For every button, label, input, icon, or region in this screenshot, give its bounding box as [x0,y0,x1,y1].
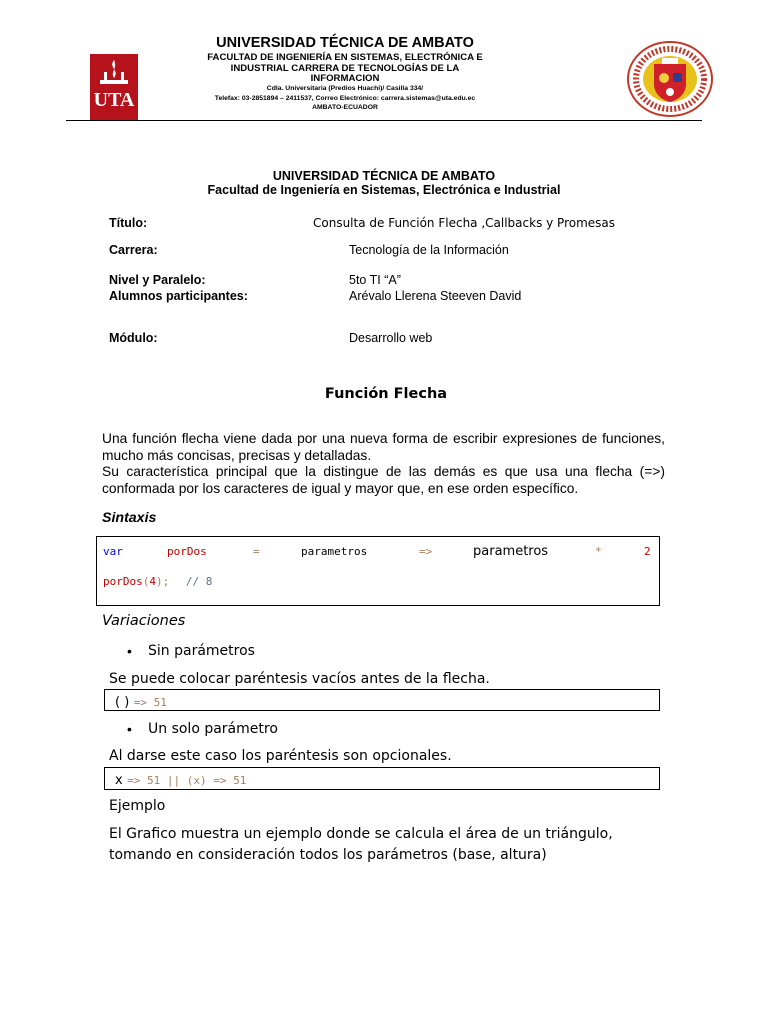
nivel-value: 5to TI “A” [349,273,401,287]
bullet-item-1: Sin parámetros [148,643,255,659]
code-parens: ( ) [115,695,130,710]
code-block-empty-params [104,689,660,711]
sintaxis-heading: Sintaxis [102,510,157,526]
header-faculty-line1: FACULTAD DE INGENIERÍA EN SISTEMAS, ELECTRÓNICA E [207,52,483,63]
alumnos-value: Arévalo Llerena Steeven David [349,289,522,303]
modulo-label: Módulo: [109,331,158,345]
header-city: AMBATO-ECUADOR [312,104,378,111]
code-block-syntax [96,536,660,606]
paragraph-2: Su característica principal que la distingue de las demás es que usa una flecha (=>) conformada por los caracteres de igual y mayor que, en ese orden específico. [102,464,665,496]
modulo-value: Desarrollo web [349,331,433,345]
carrera-value: Tecnología de la Información [349,243,509,257]
code-block-single-param [104,767,660,790]
code-param: parametros [301,545,368,558]
bullet-item-2: Un solo parámetro [148,721,278,737]
code-keyword: var [103,545,123,558]
code-multiply: * [595,545,602,558]
titulo-label: Título: [109,216,148,230]
code-line-1 [103,545,653,559]
header-university: UNIVERSIDAD TÉCNICA DE AMBATO [216,35,474,51]
paragraph-1: Una función flecha viene dada por una nueva forma de escribir expresiones de funciones, mucho más concisas, precisas y detalladas. [102,431,665,463]
code-number: 2 [644,545,651,558]
ejemplo-text-line2: tomando en consideración todos los parámetros (base, altura) [109,847,547,863]
faculty-seal-logo [626,40,714,118]
header-address: Cdla. Universitaria (Predios Huachi)/ Casilla 334/ [266,85,424,92]
code-call-arg: 4 [149,575,156,588]
titulo-value: Consulta de Función Flecha ,Callbacks y Promesas [313,216,616,230]
alumnos-label: Alumnos participantes: [109,289,248,303]
code-equals: = [253,545,260,558]
bullet-dot-1: • [127,643,132,659]
code-function-name: porDos [167,545,207,558]
document-university: UNIVERSIDAD TÉCNICA DE AMBATO [272,169,496,183]
document-faculty: Facultad de Ingeniería en Sistemas, Electrónica e Industrial [207,183,561,197]
uta-logo-text: UTA [93,89,135,111]
variaciones-heading: Variaciones [102,613,186,629]
code-arrow: => [419,545,433,558]
code-call-close: ); [156,575,170,588]
header-divider [66,120,702,121]
text-un-parametro: Al darse este caso los paréntesis son opcionales. [109,748,452,764]
ejemplo-text-line1: El Grafico muestra un ejemplo donde se calcula el área de un triángulo, [109,826,613,842]
uta-logo [90,54,138,120]
code-arrow-variants: => 51 || (x) => 51 [127,774,247,787]
header-faculty [190,53,500,85]
code-call-open: ( [142,575,150,588]
header-faculty-line3: INFORMACION [310,73,380,84]
code-x: x [115,773,123,788]
code-comment: // 8 [185,575,213,588]
code-param-2: parametros [473,544,549,559]
text-sin-parametros: Se puede colocar paréntesis vacíos antes de la flecha. [109,671,490,687]
section-title: Función Flecha [324,386,448,402]
bullet-dot-2: • [127,721,132,737]
header-contact: Telefax: 03-2851894 – 2411537, Correo Electrónico: carrera.sistemas@uta.edu.ec [214,95,476,102]
carrera-label: Carrera: [109,243,158,257]
code-line-2 [103,575,212,588]
nivel-label: Nivel y Paralelo: [109,273,206,287]
header-faculty-line2: INDUSTRIAL CARRERA DE TECNOLOGÍAS DE LA [230,62,460,74]
code-call-name: porDos [103,575,143,588]
ejemplo-heading: Ejemplo [109,798,166,814]
code-arrow-51: => 51 [133,696,167,709]
